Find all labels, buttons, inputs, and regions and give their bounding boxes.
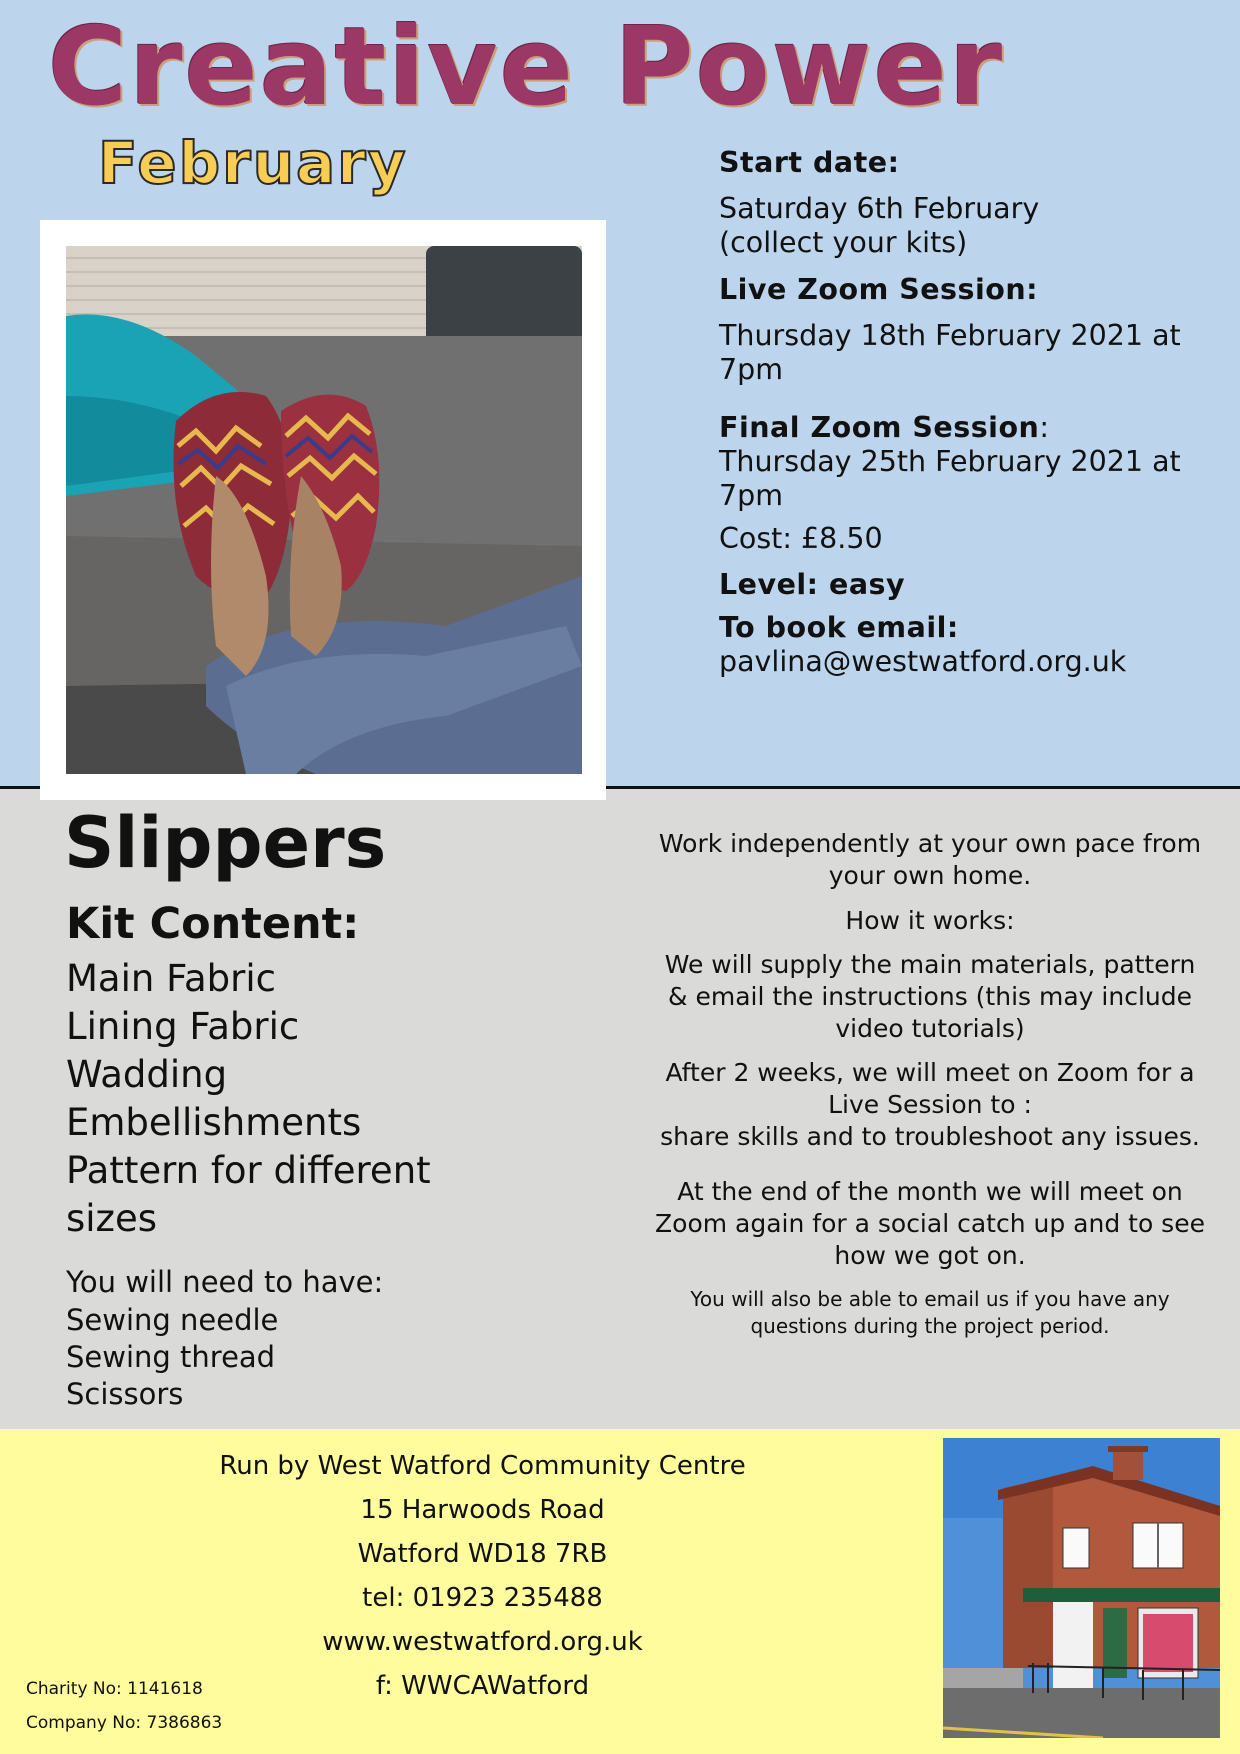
list-item: Sewing needle — [66, 1303, 279, 1337]
live-session-line2: 7pm — [719, 353, 783, 386]
cost-text: Cost: £8.50 — [719, 522, 883, 555]
info-line: your own home. — [828, 861, 1032, 890]
charity-number: Charity No: 1141618 — [26, 1679, 203, 1699]
final-session-colon: : — [1039, 411, 1049, 444]
footer-run-by: Run by West Watford Community Centre — [219, 1451, 746, 1481]
info-line: share skills and to troubleshoot any issues. — [660, 1122, 1200, 1151]
list-item: Wadding — [66, 1053, 228, 1096]
info-line: At the end of the month we will meet on — [677, 1177, 1183, 1206]
info-line: questions during the project period. — [750, 1314, 1110, 1338]
final-session-line2: 7pm — [719, 479, 783, 512]
info-line: Live Session to : — [828, 1090, 1032, 1119]
footer-phone: tel: 01923 235488 — [362, 1583, 603, 1613]
level-text: Level: easy — [719, 568, 906, 601]
info-line: You will also be able to email us if you have any — [690, 1287, 1170, 1311]
info-line: Zoom again for a social catch up and to see — [655, 1209, 1205, 1238]
info-line: We will supply the main materials, pattern — [664, 950, 1196, 979]
live-session-line1: Thursday 18th February 2021 at — [719, 319, 1181, 352]
live-session-label: Live Zoom Session: — [719, 273, 1039, 306]
final-session-label-row — [719, 409, 1049, 446]
list-item: Main Fabric — [66, 957, 276, 1000]
page-title: Creative Power — [48, 5, 1005, 130]
start-date-line2: (collect your kits) — [719, 226, 968, 259]
community-centre-photo — [943, 1438, 1220, 1738]
kit-content-list — [66, 955, 431, 1243]
project-name: Slippers — [64, 802, 387, 884]
requirements-title: You will need to have: — [66, 1265, 384, 1299]
footer-street: 15 Harwoods Road — [360, 1495, 605, 1525]
info-line: How it works: — [845, 906, 1015, 935]
info-line: how we got on. — [834, 1241, 1026, 1270]
booking-label: To book email: — [719, 611, 959, 644]
list-item: Pattern for different — [66, 1149, 431, 1192]
list-item: Scissors — [66, 1377, 184, 1411]
slippers-photo — [66, 246, 582, 774]
footer-facebook[interactable]: f: WWCAWatford — [375, 1671, 590, 1701]
final-session-label: Final Zoom Session — [719, 411, 1040, 444]
company-number: Company No: 7386863 — [26, 1713, 223, 1733]
booking-email[interactable]: pavlina@westwatford.org.uk — [719, 645, 1127, 678]
footer-website[interactable]: www.westwatford.org.uk — [322, 1627, 643, 1657]
start-date-line1: Saturday 6th February — [719, 192, 1040, 225]
requirements-list — [66, 1302, 278, 1413]
info-line: After 2 weeks, we will meet on Zoom for a — [665, 1058, 1195, 1087]
list-item: sizes — [66, 1197, 158, 1240]
month-title: February — [98, 129, 408, 197]
kit-content-title: Kit Content: — [66, 899, 360, 949]
start-date-label: Start date: — [719, 146, 900, 179]
footer-town: Watford WD18 7RB — [357, 1539, 608, 1569]
list-item: Embellishments — [66, 1101, 362, 1144]
list-item: Lining Fabric — [66, 1005, 300, 1048]
info-line: video tutorials) — [835, 1014, 1025, 1043]
list-item: Sewing thread — [66, 1340, 276, 1374]
info-line: Work independently at your own pace from — [658, 829, 1202, 858]
info-line: & email the instructions (this may include — [668, 982, 1192, 1011]
photo-frame — [40, 220, 606, 800]
final-session-line1: Thursday 25th February 2021 at — [719, 445, 1181, 478]
